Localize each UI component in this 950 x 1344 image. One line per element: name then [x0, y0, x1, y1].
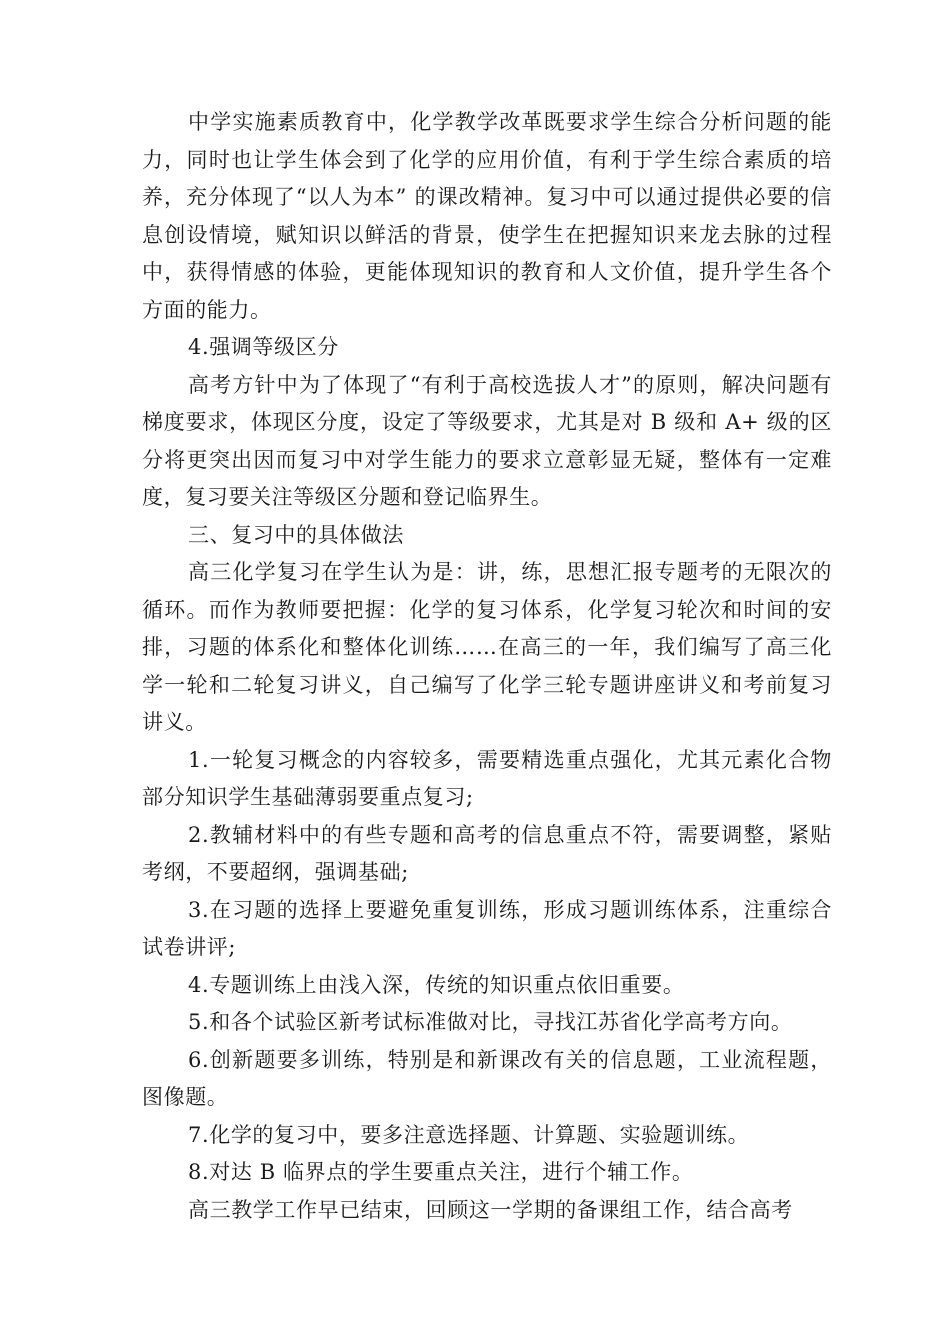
paragraph-quality-education: 中学实施素质教育中，化学教学改革既要求学生综合分析问题的能力，同时也让学生体会到了化学的应用价值，有利于学生综合素质的培养，充分体现了“以人为本” 的课改精神。复习中可以通过提供必要的信息创设情境，赋知识以鲜活的背景，使学生在把握知识来龙去脉的过程中，获得情感的体验，更能体现知识的教育和人文价值，提升学生各个方面的能力。 — [142, 110, 832, 322]
list-item-5: 5.和各个试验区新考试标准做对比，寻找江苏省化学高考方向。 — [188, 1010, 793, 1034]
document-body — [142, 104, 832, 1229]
paragraph-review-cycle: 高三化学复习在学生认为是：讲，练，思想汇报专题考的无限次的循环。而作为教师要把握：化学的复习体系，化学复习轮次和时间的安排，习题的体系化和整体化训练……在高三的一年，我们编写了高三化学一轮和二轮复习讲义，自己编写了化学三轮专题讲座讲义和考前复习讲义。 — [142, 560, 832, 734]
heading-specific-practices: 三、复习中的具体做法 — [188, 522, 404, 547]
list-item-6: 6.创新题要多训练，特别是和新课改有关的信息题，工业流程题，图像题。 — [142, 1047, 832, 1109]
list-item-1: 1.一轮复习概念的内容较多，需要精选重点强化，尤其元素化合物部分知识学生基础薄弱要重点复习; — [142, 747, 832, 809]
paragraph-conclusion-start: 高三教学工作早已结束，回顾这一学期的备课组工作，结合高考 — [188, 1197, 793, 1222]
heading-emphasize-grade-distinction: 4.强调等级区分 — [188, 335, 339, 359]
list-item-8: 8.对达 B 临界点的学生要重点关注，进行个辅工作。 — [188, 1160, 694, 1184]
list-item-2: 2.教辅材料中的有些专题和高考的信息重点不符，需要调整，紧贴考纲，不要超纲，强调基础; — [142, 822, 832, 884]
list-item-4: 4.专题训练上由浅入深，传统的知识重点依旧重要。 — [188, 972, 685, 997]
paragraph-exam-policy: 高考方针中为了体现了“有利于高校选拔人才”的原则，解决问题有梯度要求，体现区分度，设定了等级要求，尤其是对 B 级和 A+ 级的区分将更突出因而复习中对学生能力的要求立意彰显无疑，整体有一定难度，复习要关注等级区分题和登记临界生。 — [142, 372, 832, 509]
list-item-3: 3.在习题的选择上要避免重复训练，形成习题训练体系，注重综合试卷讲评; — [142, 897, 832, 959]
list-item-7: 7.化学的复习中，要多注意选择题、计算题、实验题训练。 — [188, 1122, 750, 1147]
